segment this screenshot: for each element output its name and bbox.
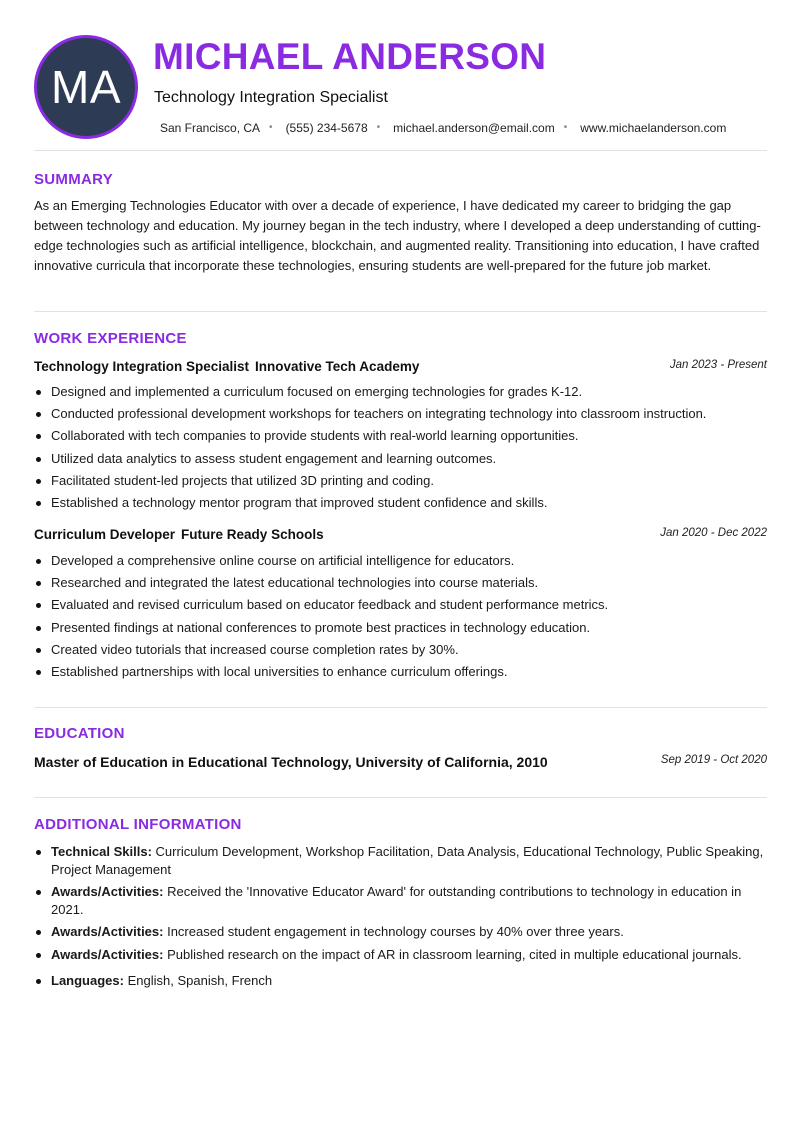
list-item: Evaluated and revised curriculum based on educator feedback and student performance metrics. [34,596,774,614]
divider [34,797,767,798]
item-text: Published research on the impact of AR in classroom learning, cited in multiple educational journals. [167,946,742,962]
contact-email[interactable]: michael.anderson@email.com [393,121,555,135]
list-item [34,923,774,941]
list-item: Collaborated with tech companies to provide students with real-world learning opportunities. [34,427,774,445]
job-organization: Innovative Tech Academy [255,359,420,374]
additional-info-heading: ADDITIONAL INFORMATION [34,816,242,833]
list-item: Researched and integrated the latest educational technologies into course materials. [34,574,774,592]
list-item: Created video tutorials that increased course completion rates by 30%. [34,641,774,659]
list-item: Established partnerships with local universities to enhance curriculum offerings. [34,663,774,681]
job-date: Jan 2023 - Present [669,359,767,371]
list-item [34,946,774,964]
item-label: Technical Skills: [51,844,152,859]
list-item: Utilized data analytics to assess student engagement and learning outcomes. [34,450,774,468]
avatar-initials: MA [51,61,121,113]
job-header [34,359,767,374]
job-role: Curriculum Developer [34,527,176,542]
candidate-name: MICHAEL ANDERSON [153,36,547,77]
summary-heading: SUMMARY [34,171,114,188]
contact-info [160,121,726,135]
item-label: Awards/Activities: [51,946,164,962]
item-text: Curriculum Development, Workshop Facilitation, Data Analysis, Educational Technology, Public Speaking, Project Management [51,844,764,877]
divider [34,150,767,151]
item-label: Awards/Activities: [51,884,164,900]
list-item [34,972,774,990]
candidate-role: Technology Integration Specialist [154,89,388,106]
summary-text: As an Emerging Technologies Educator with over a decade of experience, I have dedicated my career to bridging the gap between technology and education. My journey began in the tech industry, where I developed a deep understanding of cutting-edge technologies such as artificial intelligence, blockchain, and augmented reality. Transitioning into education, I have crafted innovative curricula that incorporate these technologies, ensuring students are well-prepared for the future job market. [34,198,761,273]
degree-title: Master of Education in Educational Technology, University of California, 2010 [34,754,548,770]
list-item [34,883,774,919]
separator-dot: • [269,122,273,133]
job-organization: Future Ready Schools [181,527,324,542]
list-item: Developed a comprehensive online course on artificial intelligence for educators. [34,552,774,570]
education-heading: EDUCATION [34,725,125,742]
education-entry [34,754,767,770]
list-item: Facilitated student-led projects that utilized 3D printing and coding. [34,472,774,490]
item-text: English, Spanish, French [127,972,273,988]
list-item: Conducted professional development workshops for teachers on integrating technology into classroom instruction. [34,405,774,423]
job-role: Technology Integration Specialist [34,359,250,374]
divider [34,707,767,708]
item-text: Increased student engagement in technology courses by 40% over three years. [167,924,624,940]
separator-dot: • [376,122,381,133]
job-header [34,527,767,542]
job-title [34,527,324,542]
item-label: Languages: [51,972,124,988]
list-item: Presented findings at national conferences to promote best practices in technology education. [34,619,774,637]
list-item: Designed and implemented a curriculum focused on emerging technologies for grades K-12. [34,383,774,401]
job-bullets [34,383,774,516]
avatar [34,35,138,139]
additional-info-list [34,843,774,994]
job-bullets [34,552,774,685]
resume-header [0,0,800,150]
separator-dot: • [563,122,568,133]
education-date: Sep 2019 - Oct 2020 [660,754,767,766]
item-text: Received the 'Innovative Educator Award' for outstanding contributions to technology in education in 2021. [51,884,742,918]
contact-website[interactable]: www.michaelanderson.com [580,121,727,135]
list-item [34,843,774,879]
contact-location: San Francisco, CA [160,121,261,135]
contact-phone: (555) 234-5678 [285,121,368,135]
work-experience-heading: WORK EXPERIENCE [34,330,187,347]
job-date: Jan 2020 - Dec 2022 [660,527,767,539]
item-label: Awards/Activities: [51,924,164,940]
job-title [34,359,419,374]
list-item: Established a technology mentor program that improved student confidence and skills. [34,494,774,512]
divider [34,311,767,312]
